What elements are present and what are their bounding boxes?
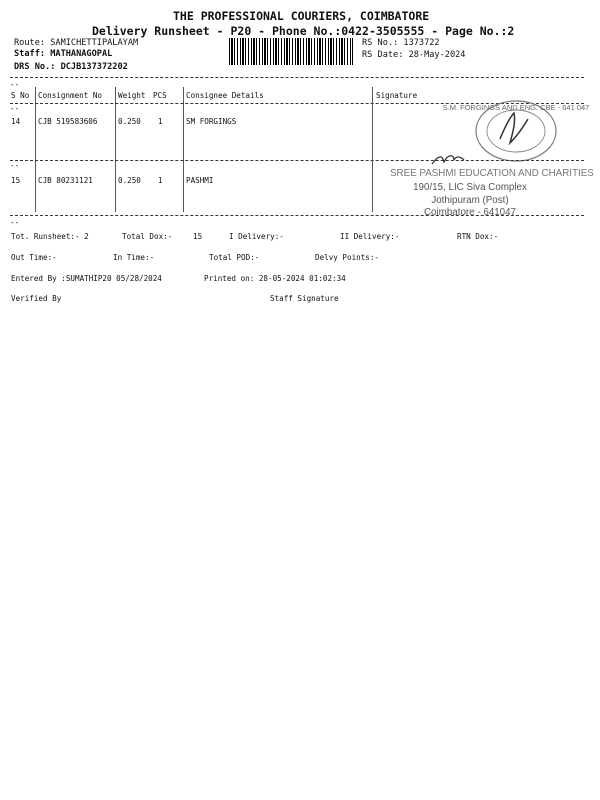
tot-runsheet: Tot. Runsheet:- 2 <box>11 232 89 241</box>
out-time: Out Time:- <box>11 253 57 262</box>
stamp-address-line: 190/15, LIC Siva Complex <box>413 182 527 193</box>
total-pod: Total POD:- <box>209 253 260 262</box>
row-pcs: 1 <box>158 176 163 185</box>
column-divider <box>35 87 36 212</box>
entered-by: Entered By :SUMATHIP20 05/28/2024 <box>11 274 162 283</box>
header-consignee: Consignee Details <box>186 91 264 100</box>
header-weight: Weight <box>118 91 146 100</box>
barcode <box>229 38 353 65</box>
route-label: Route: SAMICHETTIPALAYAM <box>14 38 139 48</box>
separator-line <box>10 160 584 161</box>
stamp-address-line: Coimbatore - 641047 <box>423 207 517 218</box>
stamp-org-name: SREE PASHMI EDUCATION AND CHARITIES <box>390 168 594 179</box>
delvy-points: Delvy Points:- <box>315 253 380 262</box>
header-consignment: Consignment No <box>38 91 103 100</box>
stamp-text: S.M. FORGINGS AND ENG. CBE - 641 047 <box>442 103 590 112</box>
company-title: THE PROFESSIONAL COURIERS, COIMBATORE <box>173 9 430 23</box>
printed-on: Printed on: 28-05-2024 01:02:34 <box>204 274 346 283</box>
header-signature: Signature <box>376 91 418 100</box>
separator-line <box>10 77 584 78</box>
column-divider <box>372 87 373 212</box>
row-consignee: SM FORGINGS <box>186 117 237 126</box>
row-consignment: CJB 519583606 <box>38 117 98 126</box>
total-dox-value: 15 <box>193 232 203 241</box>
rs-number: RS No.: 1373722 <box>362 38 440 48</box>
row-weight: 0.250 <box>118 176 141 185</box>
row-sno: 14 <box>11 117 21 126</box>
row-weight: 0.250 <box>118 117 141 126</box>
total-dox-label: Total Dox:- <box>122 232 173 241</box>
in-time: In Time:- <box>113 253 155 262</box>
row-consignment: CJB 80231121 <box>38 176 93 185</box>
separator-marks: -- <box>10 80 20 89</box>
separator-line <box>10 215 584 216</box>
staff-label: Staff: MATHANAGOPAL <box>14 49 113 59</box>
row-sno: 15 <box>11 176 21 185</box>
rtn-dox: RTN Dox:- <box>457 232 499 241</box>
company-stamp <box>442 99 590 163</box>
column-divider <box>183 87 184 212</box>
drs-number: DRS No.: DCJB137372202 <box>14 62 128 72</box>
stamp-address-line: Jothipuram (Post) <box>431 195 509 206</box>
signature-mark <box>430 150 470 170</box>
header-sno: S No <box>11 91 30 100</box>
separator-marks: -- <box>10 104 20 113</box>
header-pcs: PCS <box>153 91 167 100</box>
separator-marks: -- <box>10 218 20 227</box>
runsheet-subtitle: Delivery Runsheet - P20 - Phone No.:0422-3505555 - Page No.:2 <box>92 24 515 38</box>
row-pcs: 1 <box>158 117 163 126</box>
verified-by: Verified By <box>11 294 62 303</box>
staff-signature: Staff Signature <box>270 294 339 303</box>
ii-delivery: II Delivery:- <box>340 232 400 241</box>
rs-date: RS Date: 28-May-2024 <box>362 50 466 60</box>
column-divider <box>115 87 116 212</box>
separator-marks: -- <box>10 161 20 170</box>
i-delivery: I Delivery:- <box>229 232 284 241</box>
row-consignee: PASHMI <box>186 176 214 185</box>
